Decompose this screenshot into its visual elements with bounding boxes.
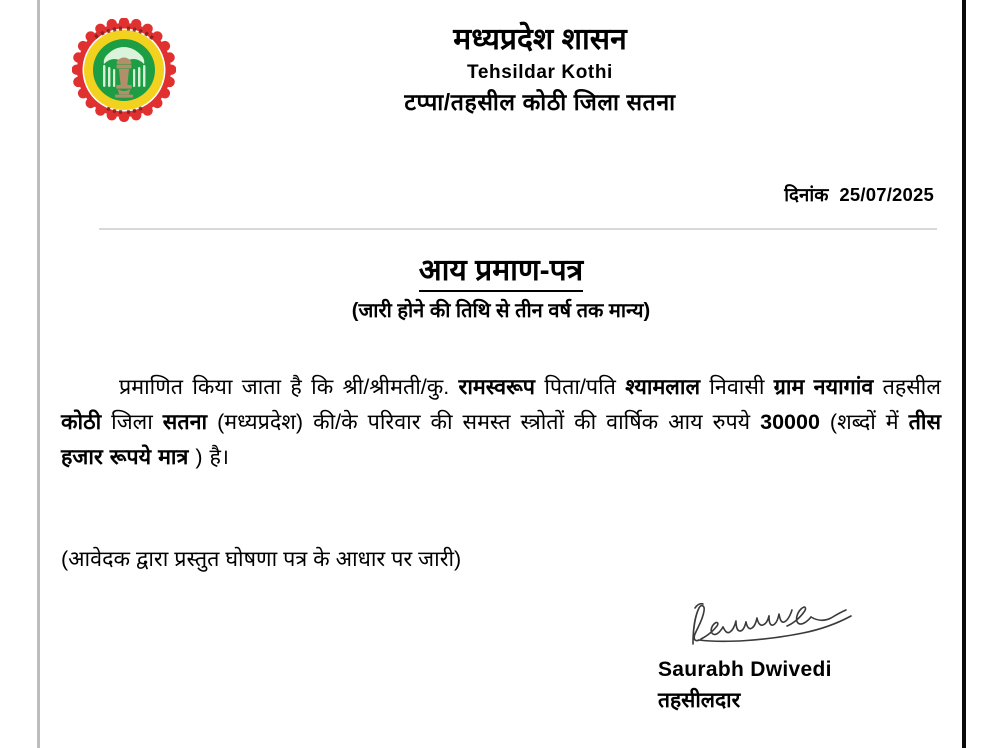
title-block — [40, 253, 962, 324]
district-name: सतना — [162, 409, 208, 434]
document-subtitle: (जारी होने की तिथि से तीन वर्ष तक मान्य) — [351, 300, 651, 322]
village-name: नयागांव — [813, 375, 874, 399]
father-or-husband-name: श्यामलाल — [625, 375, 701, 399]
district-label: जिला — [111, 409, 153, 434]
state-name: (मध्यप्रदेश) — [217, 409, 304, 434]
body-intro: प्रमाणित किया जाता है कि श्री/श्रीमती/कु. — [119, 375, 450, 399]
income-amount: 30000 — [760, 409, 820, 434]
relation-label: पिता/पति — [544, 375, 616, 399]
organisation-name: मध्यप्रदेश शासन — [453, 23, 627, 56]
body-middle-text: की/के परिवार की समस्त स्त्रोतों की वार्षिक आय — [313, 409, 703, 434]
certificate-body — [61, 370, 941, 474]
header-divider — [99, 228, 937, 230]
tehsil-name: कोठी — [61, 409, 102, 434]
date-value: 25/07/2025 — [839, 184, 934, 205]
office-name-english: Tehsildar Kothi — [467, 61, 613, 83]
resident-label: निवासी — [709, 375, 765, 399]
page-right-border — [962, 0, 966, 748]
tehsil-label: तहसील — [882, 375, 941, 399]
currency-label: रुपये — [712, 409, 751, 434]
income-in-words: तीस हजार रूपये मात्र — [61, 409, 942, 469]
date-label: दिनांक — [784, 184, 829, 205]
handwritten-signature-icon — [683, 596, 873, 654]
signatory-name: Saurabh Dwivedi — [658, 658, 832, 681]
declaration-note: (आवेदक द्वारा प्रस्तुत घोषणा पत्र के आधार पर जारी) — [61, 547, 462, 571]
reference-row — [40, 182, 962, 216]
document-header — [40, 0, 962, 165]
issue-date — [784, 182, 934, 207]
certificate-sheet — [40, 0, 962, 748]
madhya-pradesh-government-emblem-icon — [72, 18, 176, 122]
document-title: आय प्रमाण-पत्र — [419, 253, 583, 292]
village-label: ग्राम — [773, 375, 805, 399]
income-words-suffix: ) है। — [195, 444, 230, 469]
header-title-group — [190, 22, 890, 118]
applicant-name: रामस्वरूप — [458, 375, 536, 399]
income-words-prefix: (शब्दों में — [829, 409, 899, 434]
signatory-designation: तहसीलदार — [658, 689, 741, 712]
office-name-hindi: टप्पा/तहसील कोठी जिला सतना — [404, 89, 676, 116]
